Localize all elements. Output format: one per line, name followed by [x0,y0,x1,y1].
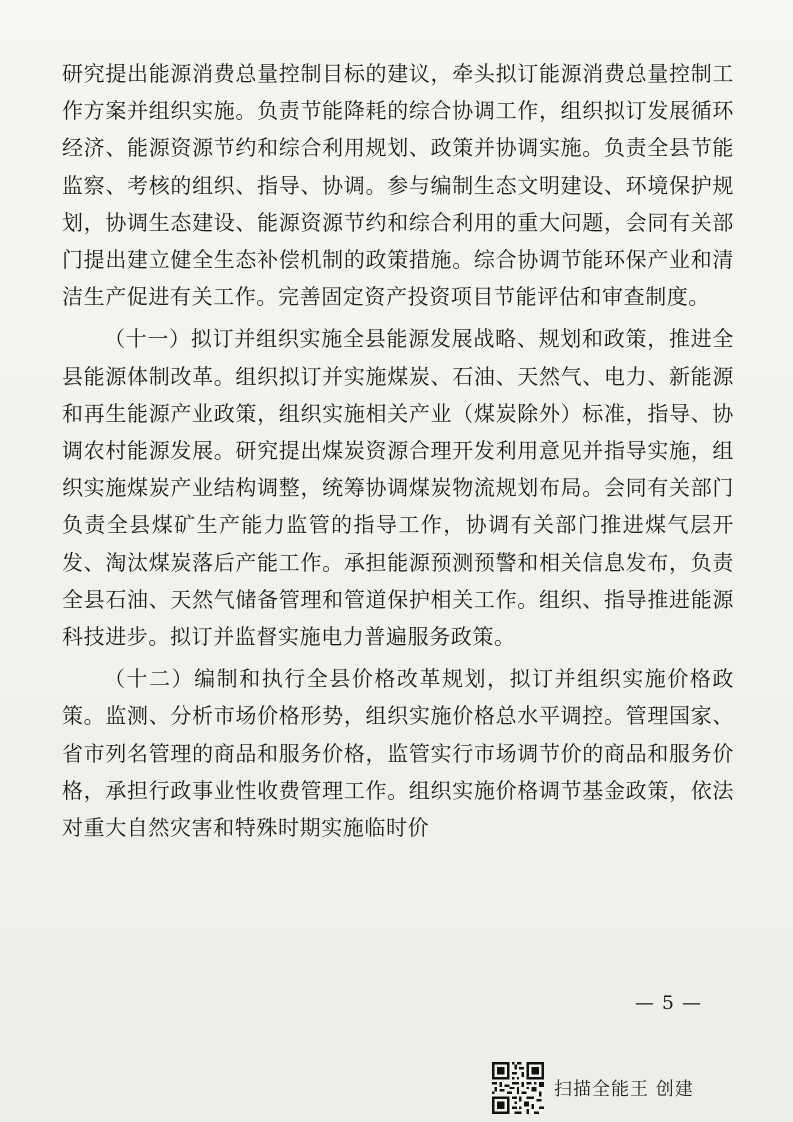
watermark-text: 扫描全能王 创建 [554,1079,694,1100]
paragraph-1: 研究提出能源消费总量控制目标的建议，牵头拟订能源消费总量控制工作方案并组织实施。负责节能降耗的综合协调工作，组织拟订发展循环经济、能源资源节约和综合利用规划、政策并协调实施。负责全县节能监察、考核的组织、指导、协调。参与编制生态文明建设、环境保护规划，协调生态建设、能源资源节约和综合利用的重大问题，会同有关部门提出建立健全生态补偿机制的政策措施。综合协调节能环保产业和清洁生产促进有关工作。完善固定资产投资项目节能评估和审查制度。 [62,62,734,310]
paragraph-2: （十一）拟订并组织实施全县能源发展战略、规划和政策，推进全县能源体制改革。组织拟订并实施煤炭、石油、天然气、电力、新能源和再生能源产业政策，组织实施相关产业（煤炭除外）标准，指导、协调农村能源发展。研究提出煤炭资源合理开发利用意见并指导实施，组织实施煤炭产业结构调整，统筹协调煤炭物流规划布局。会同有关部门负责全县煤矿生产能力监管的指导工作，协调有关部门推进煤气层开发、淘汰煤炭落后产能工作。承担能源预测预警和相关信息发布，负责全县石油、天然气储备管理和管道保护相关工作。组织、指导推进能源科技进步。拟订并监督实施电力普遍服务政策。 [62,327,734,650]
page-number: — 5 — [634,992,702,1014]
scanner-watermark [492,1060,694,1116]
qr-code-icon [492,1062,544,1114]
document-body [62,56,734,852]
paragraph-3: （十二）编制和执行全县价格改革规划，拟订并组织实施价格政策。监测、分析市场价格形势，组织实施价格总水平调控。管理国家、省市列名管理的商品和服务价格，监管实行市场调节价的商品和服务价格，承担行政事业性收费管理工作。组织实施价格调节基金政策，依法对重大自然灾害和特殊时期实施临时价 [62,667,734,841]
